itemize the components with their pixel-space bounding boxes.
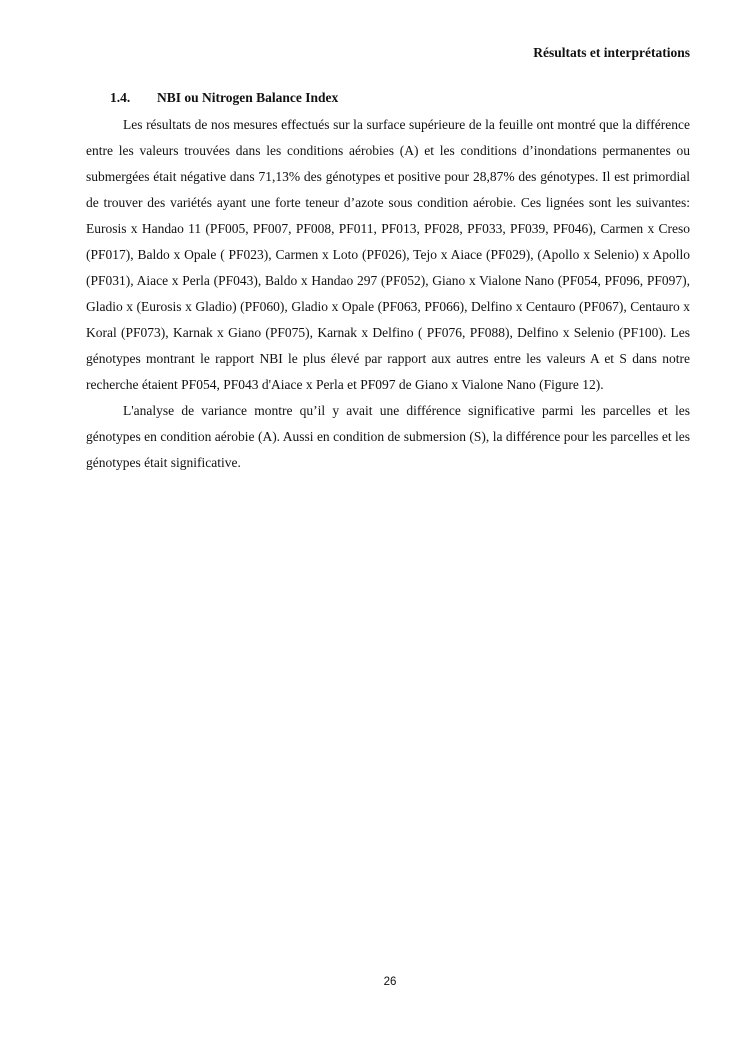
body-text xyxy=(86,112,690,476)
paragraph-variance-analysis: L'analyse de variance montre qu’il y avait une différence significative parmi les parcelles et les génotypes en condition aérobie (A). Aussi en condition de submersion (S), la différence pour les parcelles et les génotypes était significative. xyxy=(86,403,690,470)
page-number: 26 xyxy=(383,976,397,988)
section-heading xyxy=(110,89,338,107)
running-header: Résultats et interprétations xyxy=(533,45,690,60)
section-title: NBI ou Nitrogen Balance Index xyxy=(157,90,339,105)
paragraph-nbi-results: Les résultats de nos mesures effectués sur la surface supérieure de la feuille ont montré que la différence entre les valeurs trouvées dans les conditions aérobies (A) et les conditions d’inondations permanentes ou submergées était négative dans 71,13% des génotypes et positive pour 28,87% des génotypes. Il est primordial de trouver des variétés ayant une forte teneur d’azote sous condition aérobie. Ces lignées sont les suivantes: Eurosis x Handao 11 (PF005, PF007, PF008, PF011, PF013, PF028, PF033, PF039, PF046), Carmen x Creso (PF017), Baldo x Opale ( PF023), Carmen x Loto (PF026), Tejo x Aiace (PF029), (Apollo x Selenio) x Apollo (PF031), Aiace x Perla (PF043), Baldo x Handao 297 (PF052), Giano x Vialone Nano (PF054, PF096, PF097), Gladio x (Eurosis x Gladio) (PF060), Gladio x Opale (PF063, PF066), Delfino x Centauro (PF067), Centauro x Koral (PF073), Karnak x Giano (PF075), Karnak x Delfino ( PF076, PF088), Delfino x Selenio (PF100). Les génotypes montrant le rapport NBI le plus élevé par rapport aux autres entre les valeurs A et S dans notre recherche étaient PF054, PF043 d'Aiace x Perla et PF097 de Giano x Vialone Nano (Figure 12). xyxy=(86,117,690,392)
section-number: 1.4. xyxy=(110,90,131,105)
